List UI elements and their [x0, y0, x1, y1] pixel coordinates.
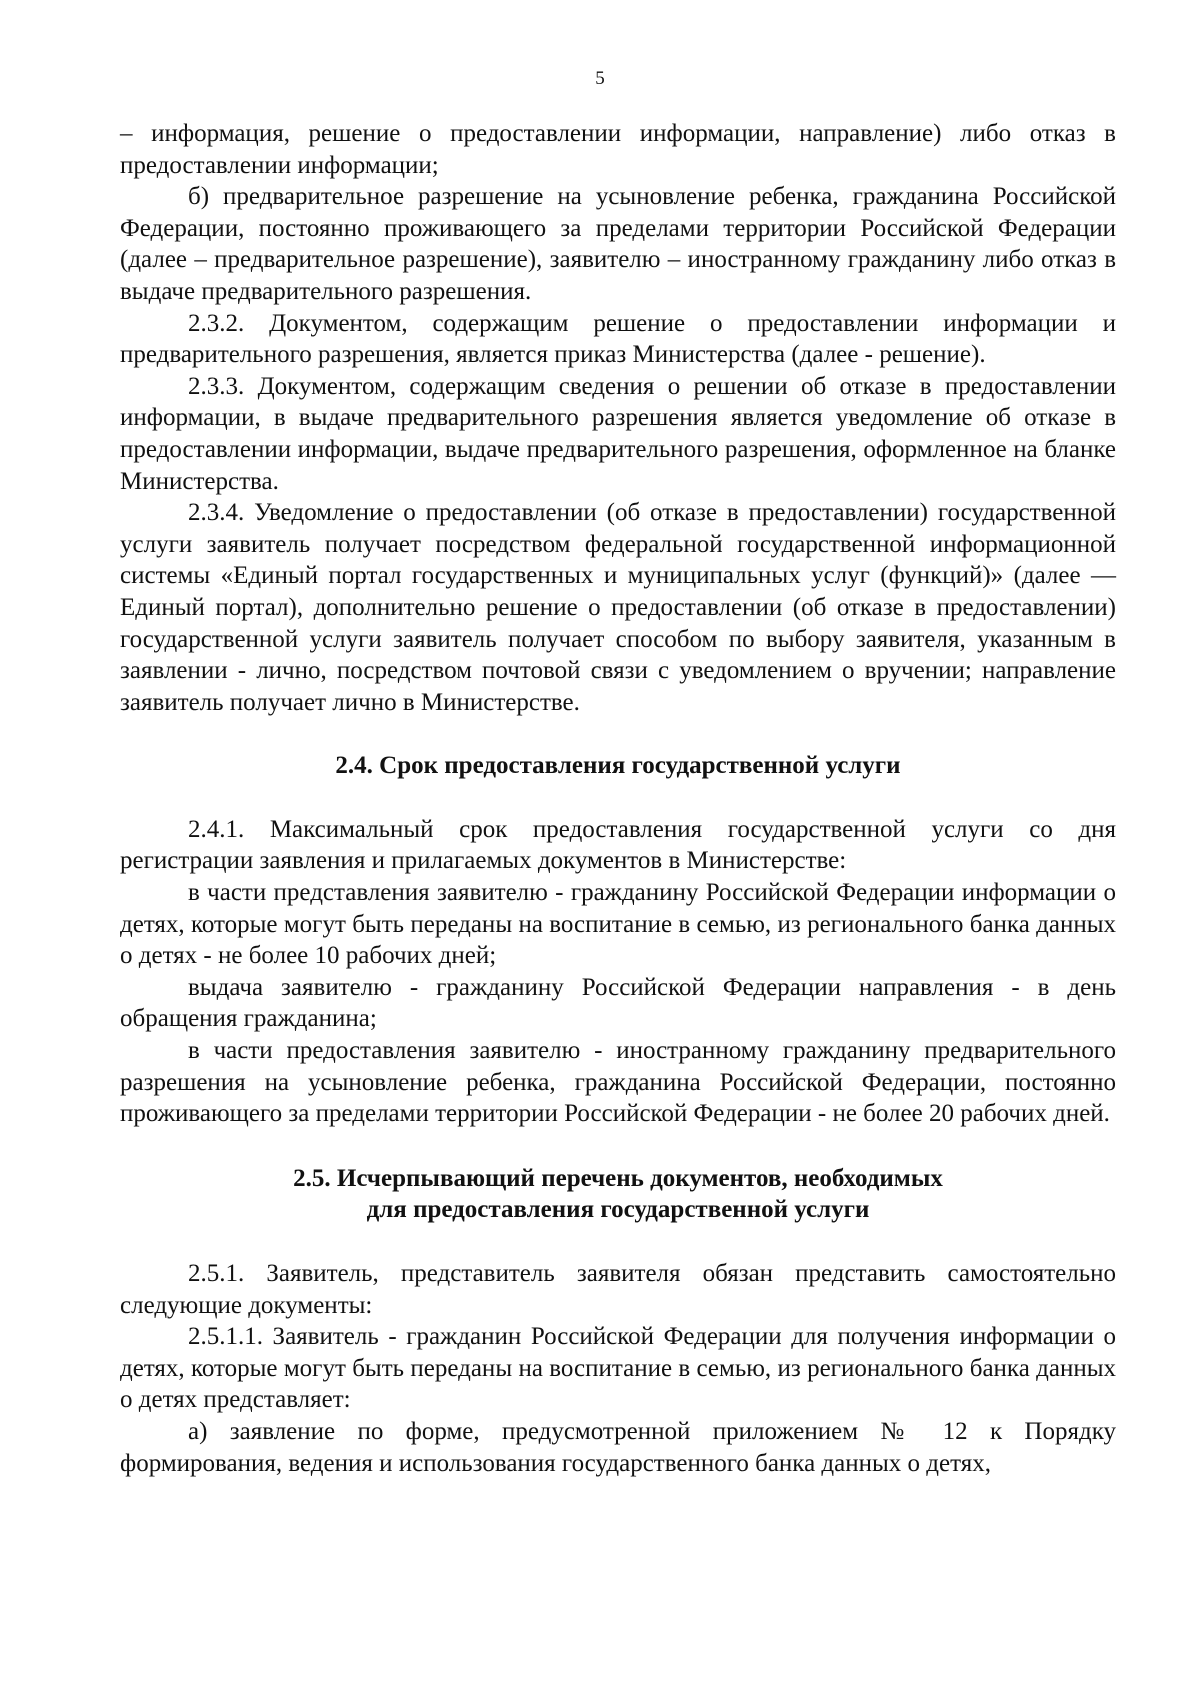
paragraph-continuation: – информация, решение о предоставлении информации, направление) либо отказ в предоставлении информации; — [120, 120, 1116, 179]
paragraph-2-5-1-1: 2.5.1.1. Заявитель - гражданин Российской Федерации для получения информации о детях, которые могут быть переданы на воспитание в семью, из регионального банка данных о детях представляет: — [120, 1323, 1116, 1414]
paragraph-term-referral: выдача заявителю - гражданину Российской Федерации направления - в день обращения гражданина; — [120, 973, 1116, 1033]
section-heading-2-5-line-2: для предоставления государственной услуги — [366, 1196, 870, 1224]
document-body — [120, 118, 1116, 1479]
paragraph-term-permission: в части предоставления заявителю - иностранному гражданину предварительного разрешения на усыновление ребенка, гражданина Российской Федерации, постоянно проживающего за пределами территории Российской Федерации - не более 20 рабочих дней. — [120, 1037, 1116, 1128]
section-heading-2-4: 2.4. Срок предоставления государственной услуги — [335, 752, 901, 780]
paragraph-item-a: а) заявление по форме, предусмотренной приложением № 12 к Порядку формирования, ведения и использования государственного банка данных о детях, — [120, 1417, 1116, 1477]
section-heading-2-5 — [120, 1163, 1116, 1226]
paragraph-2-3-4: 2.3.4. Уведомление о предоставлении (об отказе в предоставлении) государственной услуги заявитель получает посредством федеральной государственной информационной системы «Единый портал государственных и муниципальных услуг (функций)» (далее — Единый портал), дополнительно решение о предоставлении (об отказе в предоставлении) государственной услуги заявитель получает способом по выбору заявителя, указанным в заявлении - лично, посредством почтовой связи с уведомлением о вручении; направление заявитель получает лично в Министерстве. — [120, 499, 1116, 716]
paragraph-2-3-2: 2.3.2. Документом, содержащим решение о предоставлении информации и предварительного разрешения, является приказ Министерства (далее - решение). — [120, 309, 1116, 369]
paragraph-2-3-3: 2.3.3. Документом, содержащим сведения о решении об отказе в предоставлении информации, в выдаче предварительного разрешения является уведомление об отказе в предоставлении информации, выдаче предварительного разрешения, оформленное на бланке Министерства. — [120, 372, 1116, 495]
paragraph-term-information: в части представления заявителю - гражданину Российской Федерации информации о детях, которые могут быть переданы на воспитание в семью, из регионального банка данных о детях - не более 10 рабочих дней; — [120, 879, 1116, 970]
paragraph-2-4-1: 2.4.1. Максимальный срок предоставления государственной услуги со дня регистрации заявления и прилагаемых документов в Министерстве: — [120, 815, 1116, 875]
section-heading-2-5-line-1: 2.5. Исчерпывающий перечень документов, необходимых — [293, 1164, 943, 1192]
paragraph-2-5-1: 2.5.1. Заявитель, представитель заявителя обязан представить самостоятельно следующие документы: — [120, 1260, 1116, 1319]
paragraph-item-b: б) предварительное разрешение на усыновление ребенка, гражданина Российской Федерации, постоянно проживающего за пределами территории Российской Федерации (далее – предварительное разрешение), заявителю – иностранному гражданину либо отказ в выдаче предварительного разрешения. — [120, 183, 1116, 305]
page-number: 5 — [595, 68, 605, 89]
